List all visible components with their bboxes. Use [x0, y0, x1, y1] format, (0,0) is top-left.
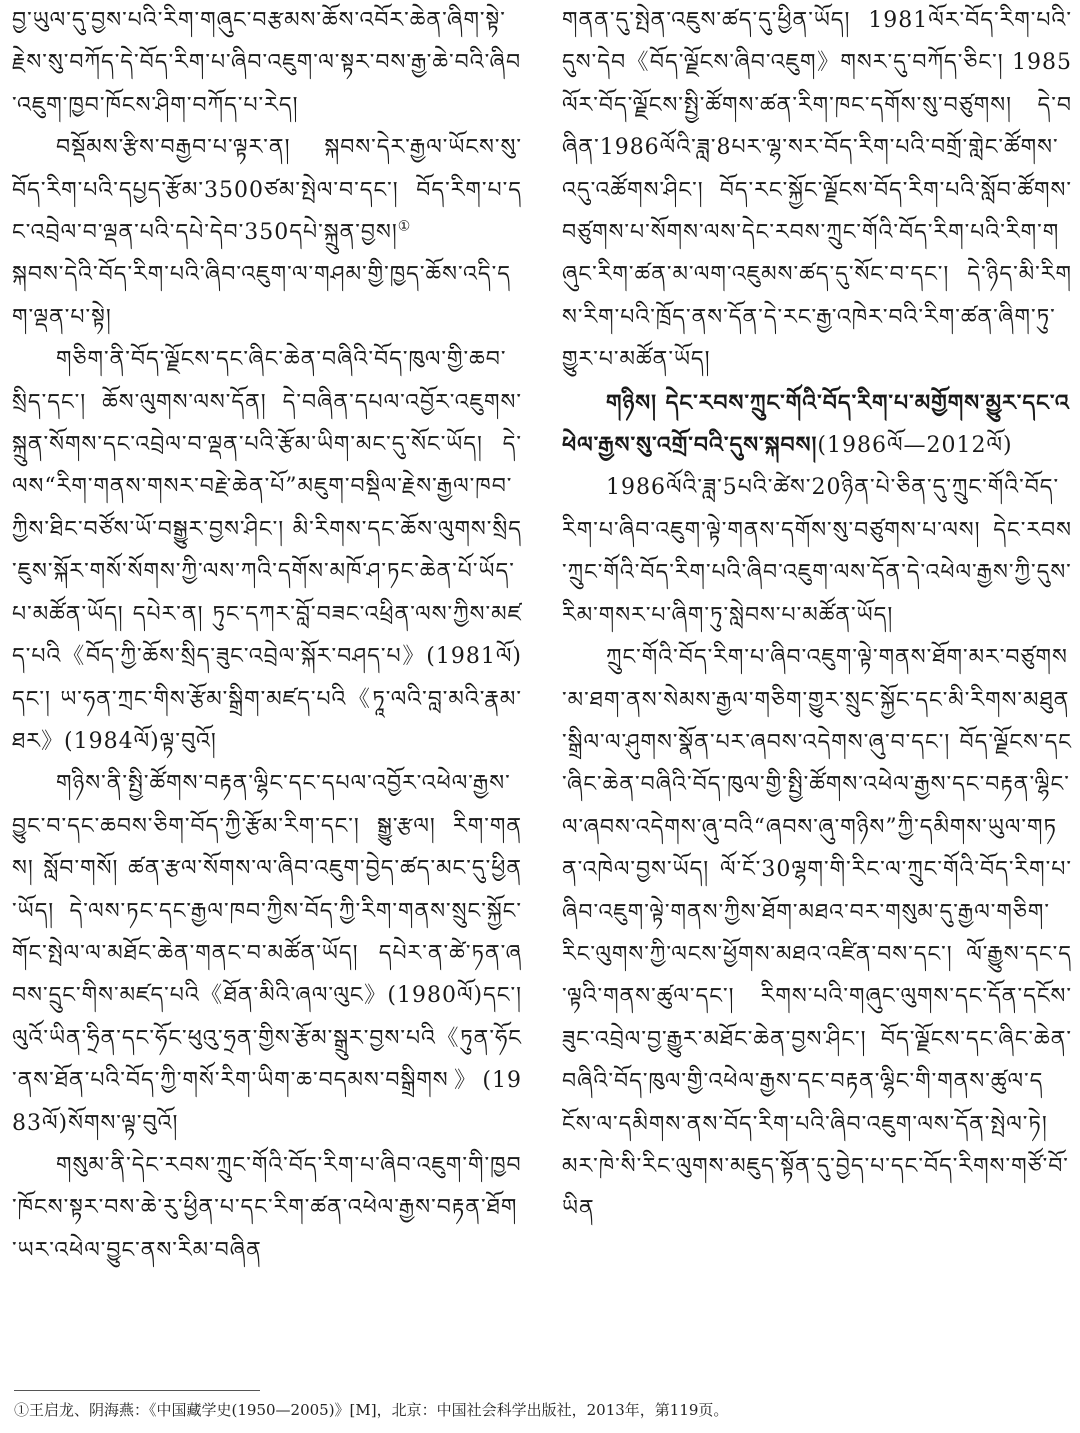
paragraph-right-3: ཀྲུང་གོའི་བོད་རིག་པ་ཞིབ་འཇུག་ལྟེ་གནས་ཐོག་མར་བཙུགས་མ་ཐག་ནས་སེམས་རྒྱལ་གཅིག་གྱུར་སྲུང་སྐྱོང་དང་མི་རིགས་མཐུན་སྒྲིལ་ལ་ཤུགས་སྣོན་པར་ཞབས་འདེགས་ཞུ་བ་དང་། བོད་ལྗོངས་དང་ཞིང་ཆེན་བཞིའི་བོད་ཁུལ་གྱི་སྤྱི་ཚོགས་འཕེལ་རྒྱས་དང་བརྟན་ལྷིང་ལ་ཞབས་འདེགས་ཞུ་བའི“ཞབས་ཞུ་གཉིས”ཀྱི་དམིགས་ཡུལ་གཏན་འཁེལ་བྱས་ཡོད། ལོ་ངོ་30ལྷག་གི་རིང་ལ་ཀྲུང་གོའི་བོད་རིག་པ་ཞིབ་འཇུག་ལྟེ་གནས་ཀྱིས་ཐོག་མཐའ་བར་གསུམ་དུ་རྒྱལ་གཅིག་རིང་ལུགས་ཀྱི་ལངས་ཕྱོགས་མཐའ་འཛིན་བས་དང་། ལོ་རྒྱུས་དང་ད་ལྟའི་གནས་ཚུལ་དང་། རིགས་པའི་གཞུང་ལུགས་དང་དོན་དངོས་ཟུང་འབྲེལ་བྱ་རྒྱུར་མཐོང་ཆེན་བྱས་ཤིང་། བོད་ལྗོངས་དང་ཞིང་ཆེན་བཞིའི་བོད་ཁུལ་གྱི་འཕེལ་རྒྱས་དང་བརྟན་ལྷིང་གི་གནས་ཚུལ་དངོས་ལ་དམིགས་ནས་བོད་རིག་པའི་ཞིབ་འཇུག་ལས་དོན་སྤེལ་ཏེ། མར་ཁེ་སི་རིང་ལུགས་མཇུད་སྟོན་དུ་བྱེད་པ་དང་བོད་རིགས་གཙོ་བོ་ཡིན: [562, 645, 1072, 1222]
paragraph-left-2-text: བསྡོམས་རྩིས་བརྒྱབ་པ་ལྟར་ན། སྐབས་དེར་རྒྱལ་ཡོངས་སུ་བོད་རིག་པའི་དཔྱད་རྩོམ་3500ཙམ་སྤེལ་བ་དང་། བོད་རིག་པ་དང་འབྲེལ་བ་ལྡན་པའི་དཔེ་དེབ་350དཔེ་སྐྲུན་བྱས།: [12, 135, 522, 246]
paragraph-left-6: གསུམ་ནི་དེང་རབས་ཀྲུང་གོའི་བོད་རིག་པ་ཞིབ་འཇུག་གི་ཁྱབ་ཁོངས་སྟར་བས་ཆེ་རུ་ཕྱིན་པ་དང་རིག་ཚན་འཕེལ་རྒྱས་བརྟན་ཐོག་ཡར་འཕེལ་བྱུང་ནས་རིམ་བཞིན: [12, 1152, 522, 1263]
paragraph-left-3: སྐབས་དེའི་བོད་རིག་པའི་ཞིབ་འཇུག་ལ་གཤམ་གྱི་ཁྱད་ཆོས་འདི་དག་ལྡན་པ་སྟེ།: [12, 262, 511, 330]
right-column: [562, 0, 1072, 1231]
section-heading: [562, 382, 1072, 468]
section-heading-label: གཉིས།: [606, 389, 657, 416]
paragraph-left-2: [12, 127, 522, 254]
paragraph-left-1: བྱ་ཡུལ་དུ་བྱས་པའི་རིག་གཞུང་བརྩམས་ཆོས་འབོར་ཆེན་ཞིག་སྟེ་རྗེས་སུ་བཀོད་དེ་བོད་རིག་པ་ཞིབ་འཇུག་ལ་སྟར་བས་རྒྱ་ཆེ་བའི་ཞིབ་འཇུག་ཁྱབ་ཁོངས་ཤིག་བཀོད་པ་རེད།: [12, 8, 522, 118]
footnote-reference-marker[interactable]: ①: [397, 218, 412, 235]
paragraph-right-1: གནན་དུ་སྤེན་འཇུས་ཚད་དུ་ཕྱིན་ཡོད། 1981ལོར་བོད་རིག་པའི་དུས་དེབ《བོད་ལྗོངས་ཞིབ་འཇུག》གསར་དུ་བཀོད་ཅིང་། 1985ལོར་བོད་ལྗོངས་སྤྱི་ཚོགས་ཚན་རིག་ཁང་དགོས་སུ་བཙུགས། དེ་བཞིན་1986ལོའི་ཟླ་8པར་ལྷ་སར་བོད་རིག་པའི་བགྲོ་གླེང་ཚོགས་འདུ་འཚོགས་ཤིང་། བོད་རང་སྐྱོང་ལྗོངས་བོད་རིག་པའི་སློབ་ཚོགས་བཙུགས་པ་སོགས་ལས་དེང་རབས་ཀྲུང་གོའི་བོད་རིག་པའི་རིག་གཞུང་རིག་ཚན་མ་ལག་འཇུམས་ཚད་དུ་སོང་བ་དང་། དེ་ཉིད་མི་རིགས་རིག་པའི་ཁྲོད་ནས་དོན་དེ་རང་རྒྱ་འཁེར་བའི་རིག་ཚན་ཞིག་ཏུ་གྱུར་པ་མཚོན་ཡོད།: [562, 8, 1072, 373]
left-column: [12, 0, 522, 1272]
paragraph-left-5: གཉིས་ནི་སྤྱི་ཚོགས་བརྟན་ལྷིང་དང་དཔལ་འབྱོར་འཕེལ་རྒྱས་བྱུང་བ་དང་ཆབས་ཅིག་བོད་ཀྱི་རྩོམ་རིག་དང་། སྒྱུ་རྩལ། རིག་གནས། སློབ་གསོ། ཚན་རྩལ་སོགས་ལ་ཞིབ་འཇུག་བྱེད་ཚད་མང་དུ་ཕྱིན་ཡོད། དེ་ལས་ཏང་དང་རྒྱལ་ཁབ་ཀྱིས་བོད་ཀྱི་རིག་གནས་སྲུང་སྐྱོང་གོང་སྤེལ་ལ་མཐོང་ཆེན་གནང་བ་མཚོན་ཡོད། དཔེར་ན་ཚེ་ཏན་ཞབས་དྲུང་གིས་མཛད་པའི《ཐོན་མིའི་ཞལ་ལུང》(1980ལོ)དང་། ལུའོ་ཡིན་ཧྲིན་དང་ཧོང་ཕུའུ་ཧྲན་གྱིས་རྩོམ་སྒྲུར་བྱས་པའི《ཏུན་ཧོང་ནས་ཐོན་པའི་བོད་ཀྱི་གསོ་རིག་ཡིག་ཆ་བདམས་བསྒྲིགས》(1983ལོ)སོགས་ལྟ་བུའོ།: [12, 771, 522, 1136]
section-heading-years: (1986ལོ—2012ལོ): [817, 433, 1013, 459]
paragraph-right-2: 1986ལོའི་ཟླ་5པའི་ཚེས་20ཉིན་པེ་ཅིན་དུ་ཀྲུང་གོའི་བོད་རིག་པ་ཞིབ་འཇུག་ལྟེ་གནས་དགོས་སུ་བཙུགས་པ་ལས། དེང་རབས་ཀྲུང་གོའི་བོད་རིག་པའི་ཞིབ་འཇུག་ལས་དོན་དེ་འཕེལ་རྒྱས་ཀྱི་དུས་རིམ་གསར་པ་ཞིག་ཏུ་སླེབས་པ་མཚོན་ཡོད།: [562, 475, 1072, 628]
paragraph-left-4: གཅིག་ནི་བོད་ལྗོངས་དང་ཞིང་ཆེན་བཞིའི་བོད་ཁུལ་གྱི་ཆབ་སྲིད་དང་། ཆོས་ལུགས་ལས་དོན། དེ་བཞིན་དཔལ་འབྱོར་འཇུགས་སྐྲུན་སོགས་དང་འབྲེལ་བ་ལྡན་པའི་རྩོམ་ཡིག་མང་དུ་སོང་ཡོད། དེ་ལས“རིག་གནས་གསར་བརྗེ་ཆེན་པོ”མཇུག་བསྡིལ་རྗེས་རྒྱལ་ཁབ་ཀྱིས་ཐིང་བཙོས་ཡོ་བསྒྱུར་བྱས་ཤིང་། མི་རིགས་དང་ཆོས་ལུགས་སྲིད་ཇུས་སྐོར་གསོ་སོགས་ཀྱི་ལས་ཀའི་དགོས་མཁོ་ཤ་ཏང་ཆེན་པོ་ཡོད་པ་མཚོན་ཡོད། དཔེར་ན། ཏུང་དཀར་བློ་བཟང་འཕྲིན་ལས་ཀྱིས་མཛད་པའི《བོད་ཀྱི་ཆོས་སྲིད་ཟུང་འབྲེལ་སྐོར་བཤད་པ》(1981ལོ)དང་། ཡ་ཧན་ཀྲང་གིས་རྩོམ་སྒྲིག་མཛད་པའི《ཏཱ་ལའི་བླ་མའི་རྣམ་ཐར》(1984ལོ)ལྟ་བུའོ།: [12, 347, 522, 754]
footnote-divider: [14, 1390, 260, 1391]
footnote: ①王启龙、阴海燕：《中国藏学史(1950—2005)》[M]，北京：中国社会科学出版社，2013年，第119页。: [14, 1401, 729, 1419]
section-heading-title: དེང་རབས་ཀྲུང་གོའི་བོད་རིག་པ་མགྱོགས་མྱུར་དང་འཕེལ་རྒྱས་སུ་འགྲོ་བའི་དུས་སྐབས།: [562, 389, 1070, 459]
